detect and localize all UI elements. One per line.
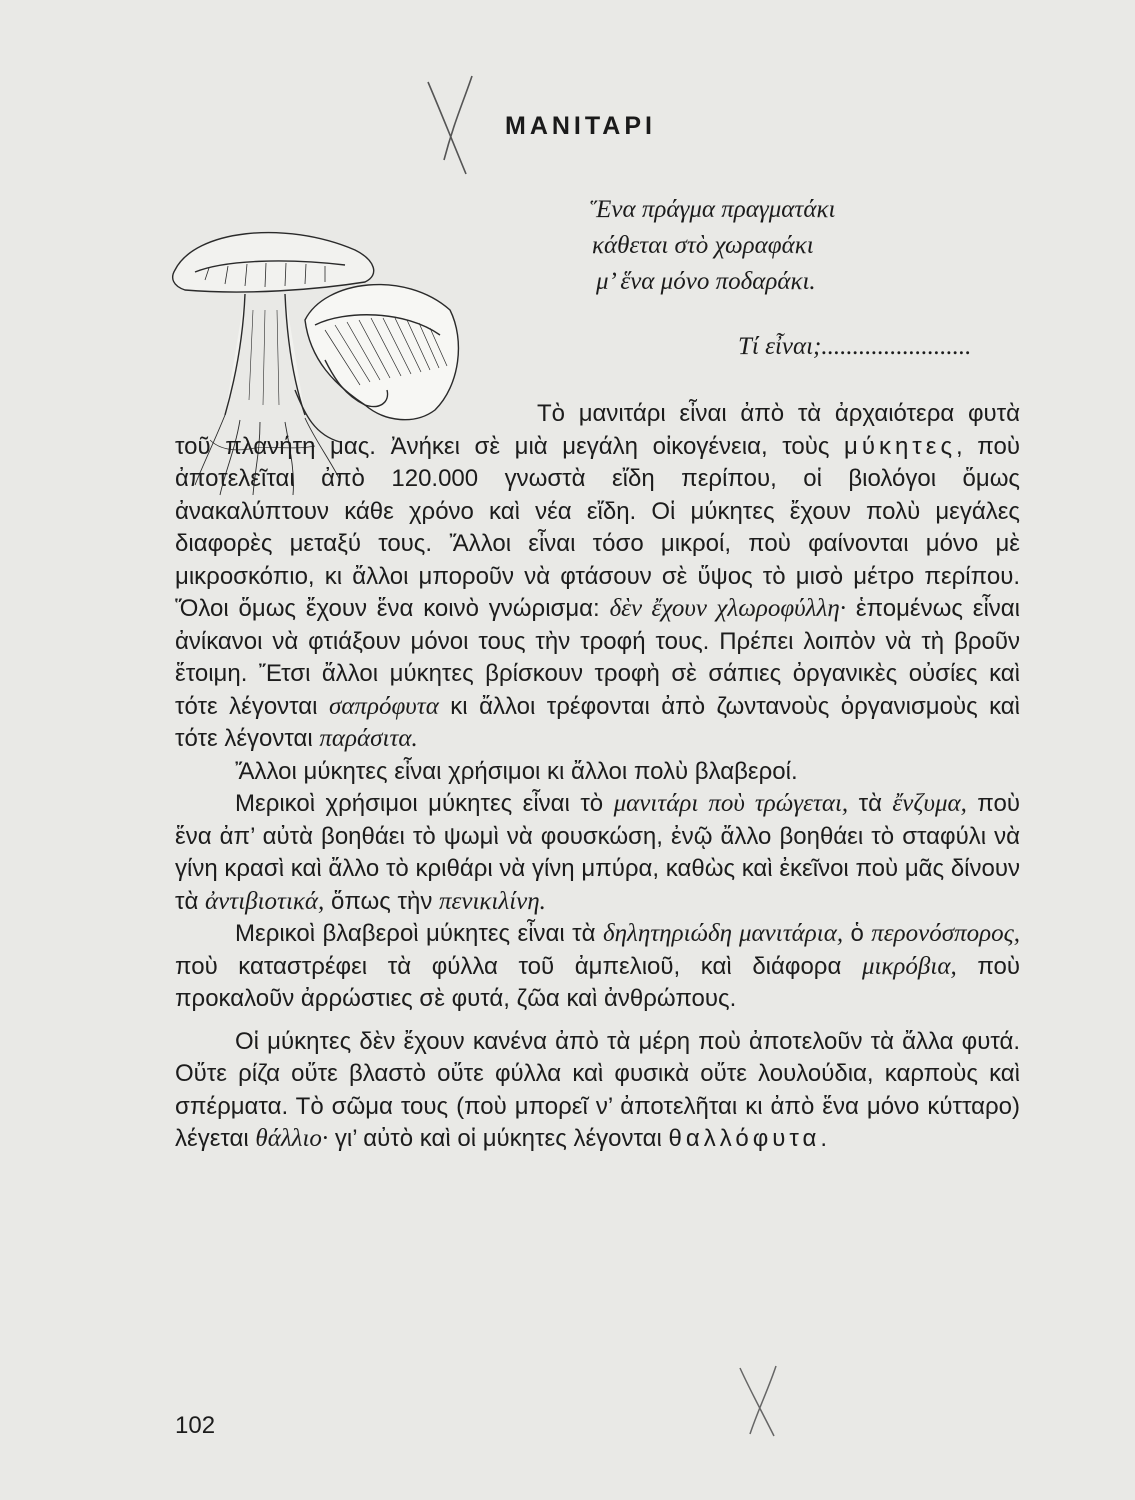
riddle-poem xyxy=(560,192,885,300)
paragraph-1 xyxy=(175,398,1020,756)
main-text xyxy=(175,398,1020,1156)
p4-italic-2: περονόσπορος, xyxy=(871,920,1020,947)
term-mykites: μύκητες xyxy=(844,432,957,460)
p5-a: Οἱ μύκητες δὲν ἔχουν κανένα ἀπὸ τὰ μέρη ποὺ ἀποτελοῦν τὰ ἄλλα φυτά. Οὔτε ρίζα οὔτε βλαστὸ οὔτε φύλλα καὶ φυσικὰ οὔτε λουλούδια, καρποὺς καὶ σπέρματα. Τὸ σῶμα τους (ποὺ μπορεῖ ν’ ἀποτελῆται κι ἀπὸ ἕνα μόνο κύτταρο) λέγεται xyxy=(175,1027,1020,1152)
p4-c: ποὺ καταστρέφει τὰ φύλλα τοῦ ἀμπελιοῦ, καὶ διάφορα xyxy=(175,952,862,980)
term-parasita: παράσιτα. xyxy=(319,725,418,752)
p4-italic-1: δηλητηριώδη μανιτάρια, xyxy=(602,920,844,947)
term-thallofyta: θαλλόφυτα xyxy=(668,1125,821,1152)
p4-d: ποὺ προκαλοῦν ἀρρώστιες σὲ φυτά, ζῶα καὶ ἀνθρώπους. xyxy=(175,952,1021,1012)
p3-italic-2: ἔνζυμα, xyxy=(892,790,967,817)
paragraph-5 xyxy=(175,1026,1020,1156)
pencil-x-mark-top xyxy=(420,70,480,180)
riddle-line-3: μ’ ἕνα μόνο ποδαράκι. xyxy=(596,268,816,295)
page-number: 102 xyxy=(175,1412,216,1439)
paragraph-4 xyxy=(175,918,1020,1016)
p3-italic-1: μανιτάρι ποὺ τρώγεται, xyxy=(613,790,849,817)
term-saprophyta: σαπρόφυτα xyxy=(328,692,439,720)
paragraph-2: Ἄλλοι μύκητες εἶναι χρήσιμοι κι ἄλλοι πολὺ βλαβεροί. xyxy=(235,757,798,785)
riddle-line-1: Ἕνα πράγμα πραγματάκι xyxy=(590,196,836,223)
p3-a: Μερικοὶ χρήσιμοι μύκητες εἶναι τὸ xyxy=(235,790,614,817)
p1-mid: ἑπομένως εἶναι ἀνίκανοι νὰ φτιάξουν μόνοι τους τὴν τροφή τους. Πρέπει λοιπὸν νὰ τὴ βροῦν ἕτοιμη. Ἔτσι ἄλλοι μύκητες βρίσκουν τροφὴ σὲ σάπιες ὀργανικὲς οὐσίες καὶ τότε λέγονται xyxy=(175,595,1021,720)
p3-italic-4: πενικιλίνη. xyxy=(439,887,546,915)
paragraph-3 xyxy=(175,788,1020,918)
p3-c: ποὺ ἕνα ἀπ’ αὐτὰ βοηθάει τὸ ψωμὶ νὰ φουσκώση, ἐνῷ ἄλλο βοηθάει τὸ σταφύλι νὰ γίνη κρασὶ καὶ ἄλλο τὸ κριθάρι νὰ γίνη μπύρα, καθὼς καὶ ἐκεῖνοι ποὺ μᾶς δίνουν τὰ xyxy=(175,790,1020,915)
riddle-line-2: κάθεται στὸ χωραφάκι xyxy=(592,232,814,259)
pencil-x-mark-bottom xyxy=(730,1360,790,1440)
p5-b: γι’ αὐτὸ καὶ οἱ μύκητες λέγονται xyxy=(328,1125,669,1152)
riddle-question: Τί εἶναι;........................ xyxy=(738,333,972,360)
p5-end: . xyxy=(820,1125,828,1152)
p4-a: Μερικοὶ βλαβεροὶ μύκητες εἶναι τὰ xyxy=(235,920,603,947)
p1-mid2: κι ἄλλοι τρέφονται ἀπὸ ζωντανοὺς ὀργανισμοὺς καὶ τότε λέγονται xyxy=(175,692,1021,752)
p1-lead: Τὸ μανιτάρι εἶναι ἀπὸ τὰ ἀρχαιότερα φυτὰ τοῦ πλανήτη μας. Ἀνήκει σὲ μιὰ μεγάλη οἰκογένεια, τοὺς xyxy=(175,400,1020,460)
p3-italic-3: ἀντιβιοτικά, xyxy=(205,887,325,915)
p1-rest: , ποὺ ἀποτελεῖται ἀπὸ 120.000 γνωστὰ εἴδη περίπου, οἱ βιολόγοι ὅμως ἀνακαλύπτουν κάθε χρόνο καὶ νέα εἴδη. Οἱ μύκητες ἔχουν πολὺ μεγάλες διαφορὲς μεταξύ τους. Ἄλλοι εἶναι τόσο μικροί, ποὺ φαίνονται μόνο μὲ μικροσκόπιο, κι ἄλλοι μποροῦν νὰ φτάσουν σὲ ὕψος τὸ μισὸ μέτρο περίπου. Ὅλοι ὅμως ἔχουν ἕνα κοινὸ γνώρισμα: xyxy=(175,432,1020,622)
p3-b: τὰ xyxy=(848,790,893,817)
p3-d: ὅπως τὴν xyxy=(324,887,440,915)
term-thallio: θάλλιο· xyxy=(255,1125,329,1152)
p4-b: ὁ xyxy=(843,920,872,947)
p1-italic-chlorophyll: δὲν ἔχουν χλωροφύλλη· xyxy=(609,595,846,622)
p4-italic-3: μικρόβια, xyxy=(861,952,957,980)
page-title: ΜΑΝΙΤΑΡΙ xyxy=(505,112,656,140)
